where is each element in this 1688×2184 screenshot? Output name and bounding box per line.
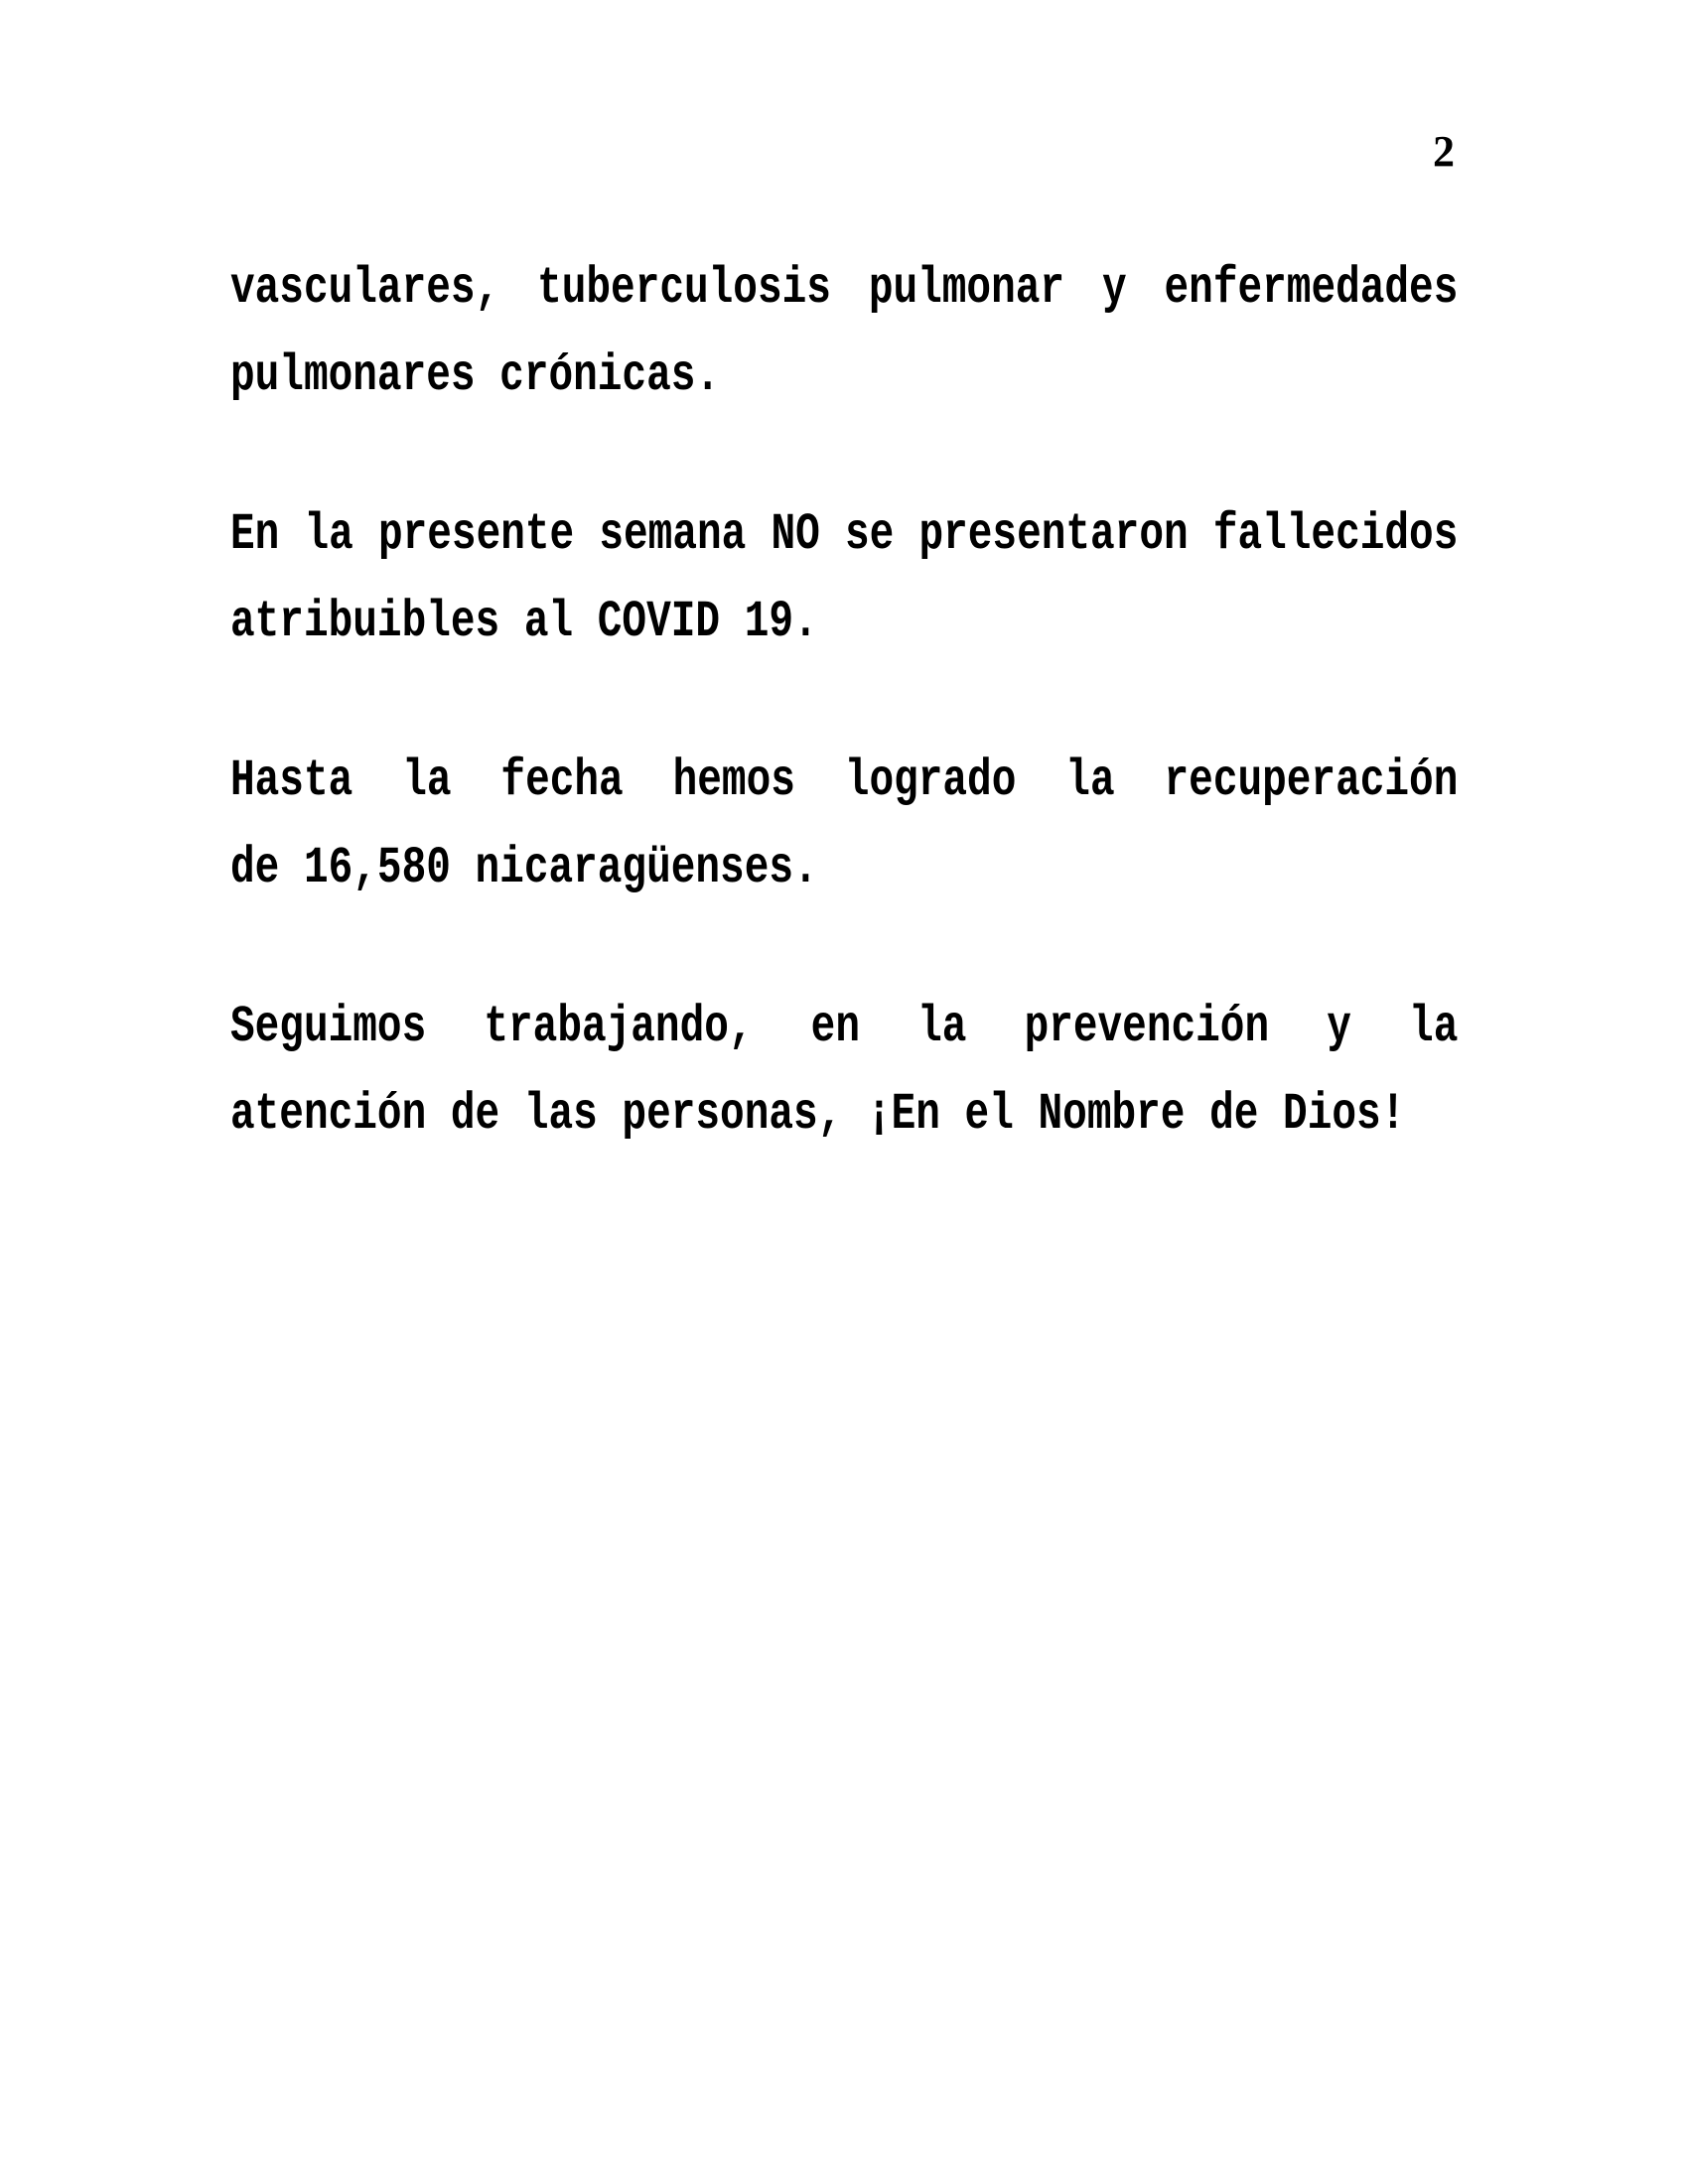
text-line: Hasta la fecha hemos logrado la recuperación — [230, 751, 1459, 810]
text-line: Seguimos trabajando, en la prevención y la — [230, 998, 1459, 1056]
text-line: vasculares, tuberculosis pulmonar y enfermedades — [230, 259, 1459, 318]
text-line: atención de las personas, ¡En el Nombre de Dios! — [230, 1085, 1406, 1144]
text-line: En la presente semana NO se presentaron fallecidos — [230, 505, 1459, 564]
paragraph-3 — [230, 738, 1458, 912]
document-body — [230, 245, 1458, 1230]
text-line: pulmonares crónicas. — [230, 346, 721, 405]
paragraph-4 — [230, 984, 1458, 1159]
paragraph-1 — [230, 245, 1458, 420]
text-line: de 16,580 nicaragüenses. — [230, 839, 818, 897]
paragraph-2 — [230, 491, 1458, 666]
text-line: atribuibles al COVID 19. — [230, 593, 818, 651]
page-number: 2 — [1433, 127, 1455, 176]
